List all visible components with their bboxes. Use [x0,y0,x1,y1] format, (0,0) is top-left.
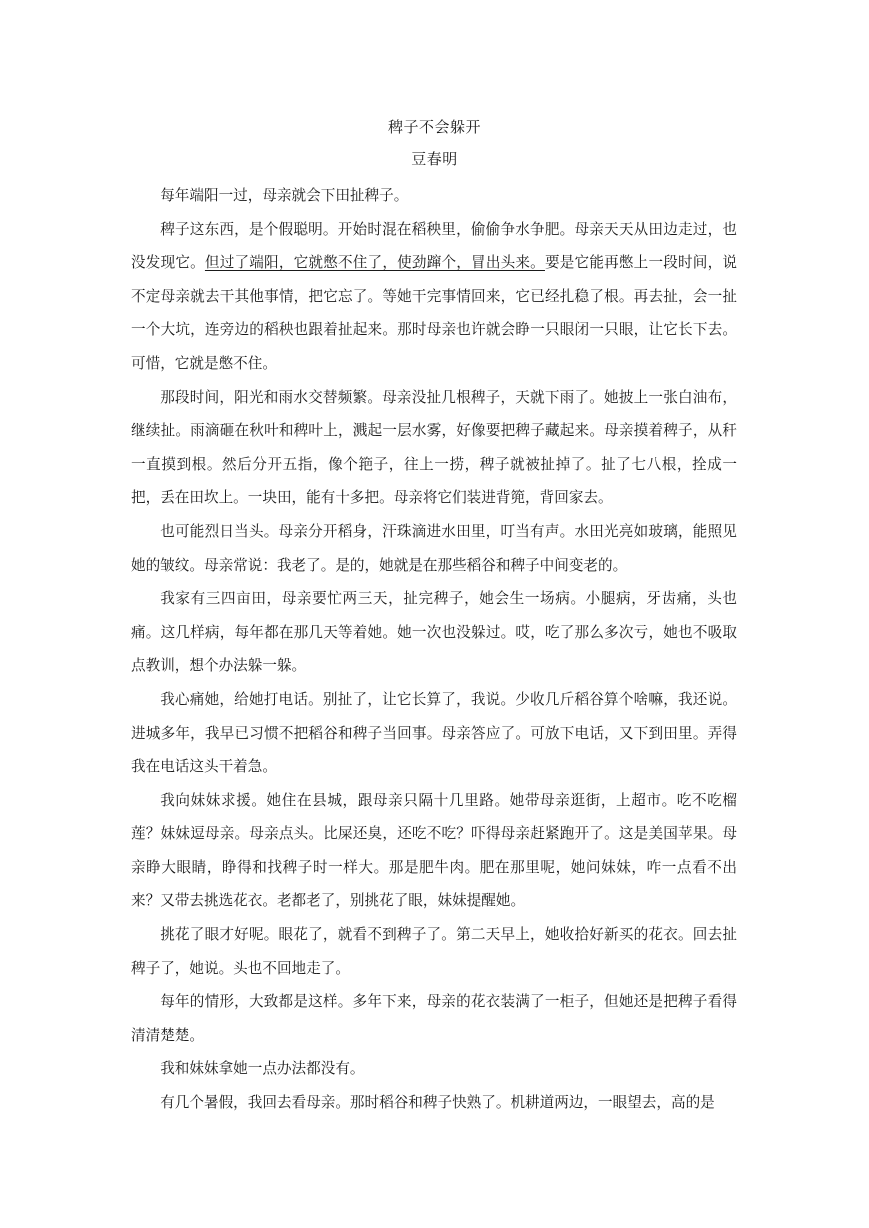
paragraph-5: 我家有三四亩田，母亲要忙两三天，扯完稗子，她会生一场病。小腿病，牙齿痛，头也痛。这几样病，每年都在那几天等着她。她一次也没躲过。哎，吃了那么多次亏，她也不吸取点教训，想个办法躲一躲。 [131,590,737,675]
paragraph-9: 每年的情形，大致都是这样。多年下来，母亲的花衣装满了一柜子，但她还是把稗子看得清清楚楚。 [131,993,737,1044]
paragraph-7: 我向妹妹求援。她住在县城，跟母亲只隔十几里路。她带母亲逛街，上超市。吃不吃榴莲？妹妹逗母亲。母亲点头。比屎还臭，还吃不吃？吓得母亲赶紧跑开了。这是美国苹果。母亲睁大眼睛，睁得和找稗子时一样大。那是肥牛肉。肥在那里呢，她问妹妹，咋一点看不出来？又带去挑选花衣。老都老了，别挑花了眼，妹妹提醒她。 [131,791,737,910]
paragraph-8: 挑花了眼才好呢。眼花了，就看不到稗子了。第二天早上，她收拾好新买的花衣。回去扯稗子了，她说。头也不回地走了。 [131,926,737,977]
underlined-sentence: 但过了端阳，它就憋不住了，使劲蹿个，冒出头来。 [204,254,545,272]
paragraph-6: 我心痛她，给她打电话。别扯了，让它长算了，我说。少收几斤稻谷算个啥嘛，我还说。进城多年，我早已习惯不把稻谷和稗子当回事。母亲答应了。可放下电话，又下到田里。弄得我在电话这头干着急。 [131,690,737,776]
paragraph-2-end: 要是它能再憋上一段时间，说不定母亲就去干其他事情，把它忘了。等她干完事情回来，它已经扎稳了根。再去扯，会一扯一个大坑，连旁边的稻秧也跟着扯起来。那时母亲也许就会睁一只眼闭一只眼，让它长下去。可惜，它就是憋不住。 [131,254,737,372]
paragraph-11: 有几个暑假，我回去看母亲。那时稻谷和稗子快熟了。机耕道两边，一眼望去，高的是 [160,1094,715,1112]
paragraph-1: 每年端阳一过，母亲就会下田扯稗子。 [160,187,409,204]
article-author: 豆春明 [411,150,458,168]
article-title: 稗子不会躲开 [387,118,481,136]
paragraph-2-start: 稗子这东西，是个假聪明。开始时混在稻秧里，偷偷争水争肥。母亲天天从田边走过，也没发现它。 [131,220,737,272]
article-body [131,179,737,1120]
paragraph-4: 也可能烈日当头。母亲分开稻身，汗珠滴进水田里，叮当有声。水田光亮如玻璃，能照见她的皱纹。母亲常说：我老了。是的，她就是在那些稻谷和稗子中间变老的。 [131,522,737,574]
paragraph-2 [131,213,737,381]
paragraph-3: 那段时间，阳光和雨水交替频繁。母亲没扯几根稗子，天就下雨了。她披上一张白油布，继续扯。雨滴砸在秋叶和稗叶上，溅起一层水雾，好像要把稗子藏起来。母亲摸着稗子，从秆一直摸到根。然后分开五指，像个筢子，往上一捞，稗子就被扯掉了。扯了七八根，拴成一把，丢在田坎上。一块田，能有十多把。母亲将它们装进背篼，背回家去。 [131,388,737,507]
paragraph-10: 我和妹妹拿她一点办法都没有。 [160,1060,365,1078]
